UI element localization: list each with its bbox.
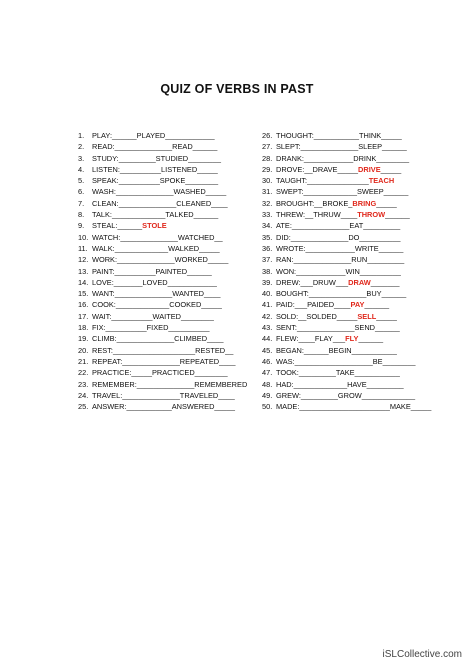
quiz-item [262,130,462,141]
item-text: CLEAN:______________CLEANED____ [92,198,228,208]
quiz-item [262,367,462,378]
quiz-item [262,220,462,231]
item-text: HAD:_____________HAVE_________ [276,379,404,389]
quiz-item [78,164,278,175]
item-number: 9. [78,221,85,231]
item-number: 44. [262,334,273,344]
item-number: 2. [78,142,85,152]
item-text: BOUGHT:______________BUY______ [276,289,407,299]
item-text: REPEAT:______________REPEATED____ [92,356,236,366]
item-number: 17. [78,311,89,321]
item-text: SLEPT:______________SLEEP______ [276,142,407,152]
item-text: TRAVEL:______________TRAVELED____ [92,390,235,400]
quiz-item [262,232,462,243]
quiz-item [78,367,278,378]
item-text: WAS:___________________BE________ [276,356,416,366]
item-number: 29. [262,164,273,174]
quiz-item [78,356,278,367]
item-number: 22. [78,368,89,378]
quiz-item [262,345,462,356]
item-text: WON:____________WIN__________ [276,266,401,276]
page-title: QUIZ OF VERBS IN PAST [160,82,314,96]
quiz-item [262,333,462,344]
item-trailing-blank: ______ [358,334,384,344]
item-number: 25. [78,402,89,412]
item-text: RAN:______________RUN_________ [276,255,405,265]
item-text: DRANK:____________DRINK________ [276,153,410,163]
quiz-item [78,153,278,164]
item-text: MADE:______________________MAKE_____ [276,402,432,412]
quiz-item [78,141,278,152]
quiz-item [262,401,462,412]
quiz-item [262,299,462,310]
item-number: 27. [262,142,273,152]
correction-answer: DRIVE [358,164,381,174]
item-text: TOOK:_________TAKE___________ [276,368,400,378]
item-number: 1. [78,131,85,140]
item-text: SPEAK:__________SPOKE________ [92,176,219,186]
quiz-item [78,277,278,288]
item-number: 40. [262,289,273,299]
right-column [262,130,462,412]
quiz-item [78,288,278,299]
item-number: 18. [78,323,89,333]
item-number: 20. [78,345,89,355]
item-number: 32. [262,198,273,208]
quiz-item [262,164,462,175]
quiz-item [78,379,278,390]
item-number: 26. [262,131,273,140]
item-number: 49. [262,390,273,400]
item-text: DREW:___DRUW___ [276,277,349,287]
quiz-item [262,175,462,186]
quiz-item [262,141,462,152]
quiz-item [262,243,462,254]
item-number: 47. [262,368,273,378]
quiz-item [78,322,278,333]
quiz-item [78,243,278,254]
item-text: SOLD:__SOLDED_____ [276,311,358,321]
item-number: 45. [262,345,273,355]
quiz-item [78,254,278,265]
item-text: FIX:__________FIXED__________ [92,323,210,333]
quiz-item [262,322,462,333]
left-column [78,130,278,412]
item-number: 36. [262,243,273,253]
quiz-item [262,288,462,299]
item-number: 48. [262,379,273,389]
item-text: PAINT:__________PAINTED______ [92,266,212,276]
item-number: 19. [78,334,89,344]
item-trailing-blank: _____ [380,164,402,174]
item-text: ANSWER:___________ANSWERED_____ [92,402,235,412]
item-text: WALK:_____________WALKED_____ [92,243,220,253]
item-text: WASH:______________WASHED_____ [92,187,227,197]
quiz-item [78,175,278,186]
item-text: STEAL:______ [92,221,143,231]
item-number: 6. [78,187,85,197]
item-number: 31. [262,187,273,197]
item-text: THOUGHT:___________THINK_____ [276,131,402,140]
item-number: 16. [78,300,89,310]
correction-answer: DRAW [348,277,371,287]
quiz-item [78,311,278,322]
item-number: 37. [262,255,273,265]
item-text: SWEPT:_____________SWEEP______ [276,187,409,197]
quiz-item [78,266,278,277]
quiz-item [78,130,278,141]
item-text: TALK:_____________TALKED______ [92,210,219,220]
item-text: GREW:_________GROW_____________ [276,390,416,400]
item-text: PRACTICE:_____PRACTICED________ [92,368,228,378]
item-text: FLEW:____FLAY___ [276,334,346,344]
correction-answer: STOLE [142,221,167,231]
item-number: 11. [78,243,88,253]
item-number: 15. [78,289,89,299]
item-text: WORK:______________WORKED_____ [92,255,229,265]
item-number: 14. [78,277,89,287]
item-text: WANT:______________WANTED____ [92,289,221,299]
quiz-item [262,186,462,197]
item-text: REMEMBER:______________REMEMBERED [92,379,248,389]
item-text: PLAY:______PLAYED____________ [92,131,215,140]
item-number: 13. [78,266,89,276]
correction-answer: FLY [345,334,359,344]
item-number: 34. [262,221,273,231]
item-number: 5. [78,176,85,186]
item-text: SENT:______________SEND______ [276,323,400,333]
item-number: 41. [262,300,273,310]
item-text: PAID:___PAIDED____ [276,300,351,310]
item-trailing-blank: ______ [385,210,410,220]
item-number: 33. [262,210,273,220]
quiz-item [262,209,462,220]
item-number: 10. [78,232,89,242]
item-text: BROUGHT:__BROKE_ [276,198,353,208]
item-number: 42. [262,311,273,321]
quiz-item [262,254,462,265]
item-number: 7. [78,198,85,208]
item-text: REST:____________________RESTED__ [92,345,234,355]
quiz-item [262,311,462,322]
correction-answer: BRING [352,198,377,208]
item-number: 21. [78,356,89,366]
quiz-item [78,401,278,412]
quiz-item [78,390,278,401]
item-text: COOK:_____________COOKED_____ [92,300,222,310]
item-text: WROTE:____________WRITE______ [276,243,404,253]
item-text: ATE:______________EAT_________ [276,221,401,231]
quiz-item [78,299,278,310]
item-number: 46. [262,356,273,366]
item-number: 12. [78,255,89,265]
quiz-item [262,390,462,401]
item-text: TAUGHT:_______________ [276,176,369,186]
item-number: 43. [262,323,273,333]
quiz-item [78,186,278,197]
item-number: 39. [262,277,273,287]
quiz-item [78,209,278,220]
item-number: 30. [262,176,273,186]
quiz-item [262,356,462,367]
item-trailing-blank: ______ [364,300,390,310]
correction-answer: THROW [357,210,386,220]
item-text: DROVE:__DRAVE_____ [276,164,359,174]
item-text: BEGAN:______BEGIN___________ [276,345,397,355]
item-text: LISTEN:__________LISTENED_____ [92,164,218,174]
quiz-item [78,345,278,356]
item-text: CLIMB:______________CLIMBED____ [92,334,224,344]
item-text: STUDY:_________STUDIED________ [92,153,222,163]
quiz-item [262,266,462,277]
item-number: 35. [262,232,273,242]
item-number: 50. [262,402,273,412]
item-number: 24. [78,390,89,400]
quiz-item [262,198,462,209]
quiz-item [262,379,462,390]
quiz-item [78,333,278,344]
quiz-item [78,232,278,243]
site-watermark: iSLCollective.com [382,649,462,660]
item-text: DID:______________DO__________ [276,232,401,242]
item-number: 23. [78,379,89,389]
item-trailing-blank: _____ [376,311,397,321]
item-text: WAIT:__________WAITED________ [92,311,214,321]
quiz-item [78,220,278,231]
quiz-item [78,198,278,209]
quiz-item [262,277,462,288]
item-number: 8. [78,210,85,220]
item-number: 4. [78,164,85,174]
item-number: 3. [78,153,85,163]
item-text: READ:______________READ______ [92,142,218,152]
quiz-item [262,153,462,164]
item-text: THREW:__THRUW____ [276,210,358,220]
item-text: LOVE:_______LOVED____________ [92,277,217,287]
item-trailing-blank: _____ [376,198,397,208]
item-text: WATCH:______________WATCHED__ [92,232,223,242]
correction-answer: SELL [357,311,377,321]
item-number: 28. [262,153,273,163]
item-number: 38. [262,266,273,276]
item-trailing-blank: _______ [370,277,400,287]
correction-answer: TEACH [368,176,395,186]
correction-answer: PAY [350,300,365,310]
